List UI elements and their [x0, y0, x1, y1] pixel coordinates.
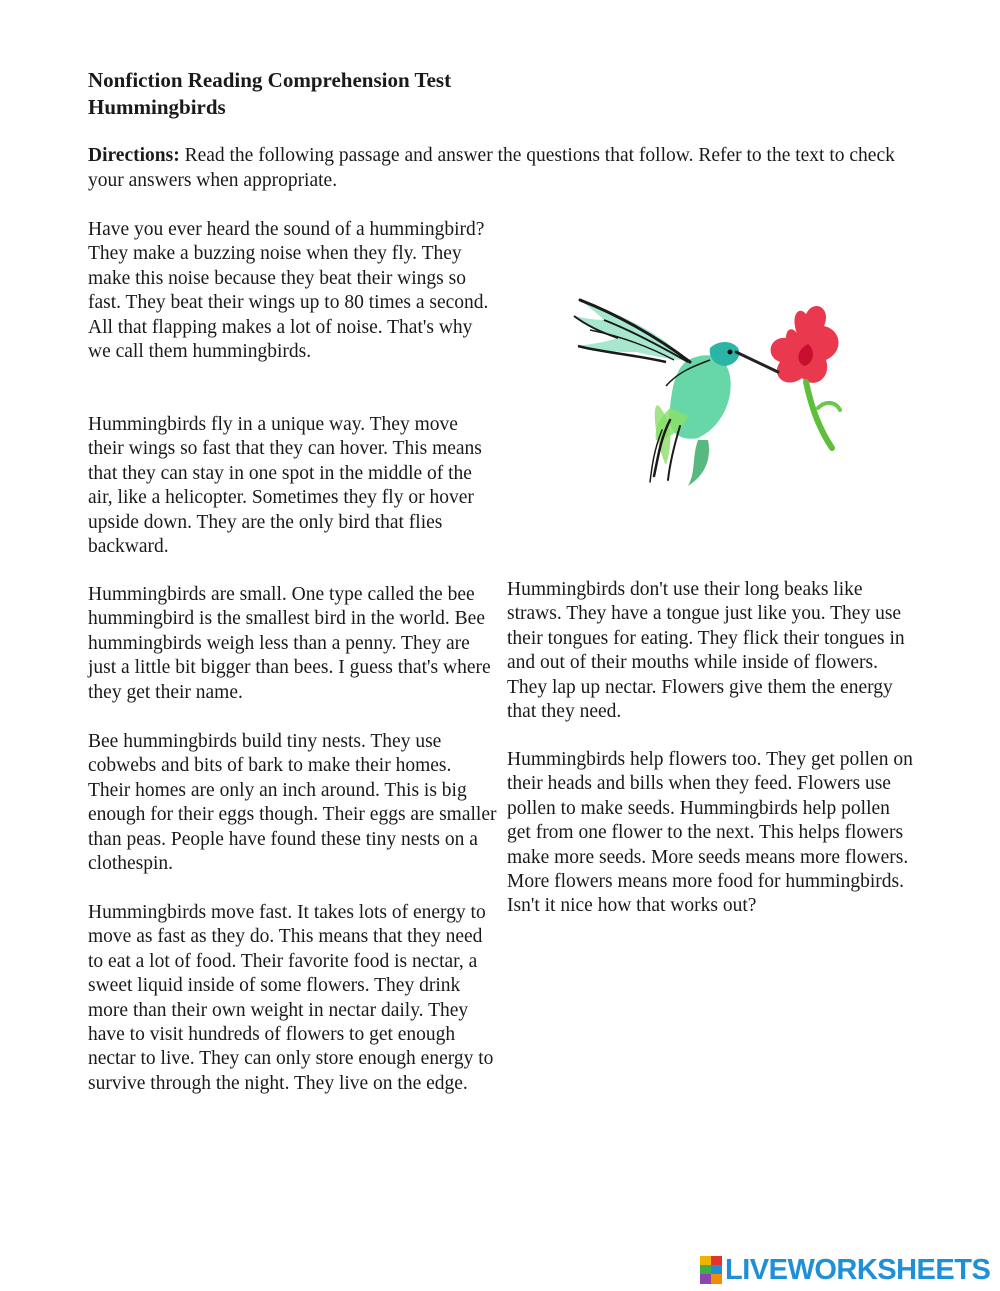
paragraph-energy: Hummingbirds move fast. It takes lots of energy to move as fast as they do. This means that they need to eat a lot of food. Their favorite food is nectar, a sweet liquid inside of some flowers. They drink more than their own weight in nectar daily. They have to visit hundreds of flowers to get enough nectar to live. They can only store enough energy to survive through the night. They live on the edge. [88, 902, 494, 1094]
hummingbird-illustration [570, 290, 855, 490]
page-title [88, 67, 451, 121]
paragraph-size: Hummingbirds are small. One type called the bee hummingbird is the smallest bird in the world. Bee hummingbirds weigh less than a penny. They are just a little bit bigger than bees. I guess that's where they get their name. [88, 584, 491, 703]
flower-icon [771, 306, 840, 448]
paragraph-flight: Hummingbirds fly in a unique way. They move their wings so fast that they can hover. This means that they can stay in one spot in the middle of the air, like a helicopter. Sometimes they fly or hover upside down. They are the only bird that flies backward. [88, 414, 482, 558]
paragraph-sound: Have you ever heard the sound of a hummingbird? They make a buzzing noise when they fly. They make this noise because they beat their wings so fast. They beat their wings up to 80 times a second. All that flapping makes a lot of noise. That's why we call them hummingbirds. [88, 219, 489, 363]
hummingbird-icon [574, 300, 778, 486]
directions-text: Read the following passage and answer the questions that follow. Refer to the text to check your answers when appropriate. [88, 145, 895, 191]
directions-label: Directions: [88, 145, 180, 166]
paragraph-nests: Bee hummingbirds build tiny nests. They use cobwebs and bits of bark to make their homes. Their homes are only an inch around. This is big enough for their eggs though. Their eggs are smaller than peas. People have found these tiny nests on a clothespin. [88, 731, 497, 875]
paragraph-pollen: Hummingbirds help flowers too. They get pollen on their heads and bills when they feed. Flowers use pollen to make seeds. Hummingbirds help pollen get from one flower to the next. This helps flowers make more seeds. More seeds means more flowers. More flowers means more food for hummingbirds. Isn't it nice how that works out? [507, 749, 913, 917]
liveworksheets-logo [700, 1254, 990, 1286]
logo-badge-icon [700, 1256, 722, 1284]
paragraph-tongue: Hummingbirds don't use their long beaks like straws. They have a tongue just like you. They use their tongues for eating. They flick their tongues in and out of their mouths while inside of flowers. They lap up nectar. Flowers give them the energy that they need. [507, 579, 905, 723]
directions [88, 144, 908, 193]
logo-text: LIVEWORKSHEETS [725, 1254, 991, 1286]
title-line-1: Nonfiction Reading Comprehension Test [88, 68, 452, 92]
title-line-2: Hummingbirds [88, 95, 226, 119]
